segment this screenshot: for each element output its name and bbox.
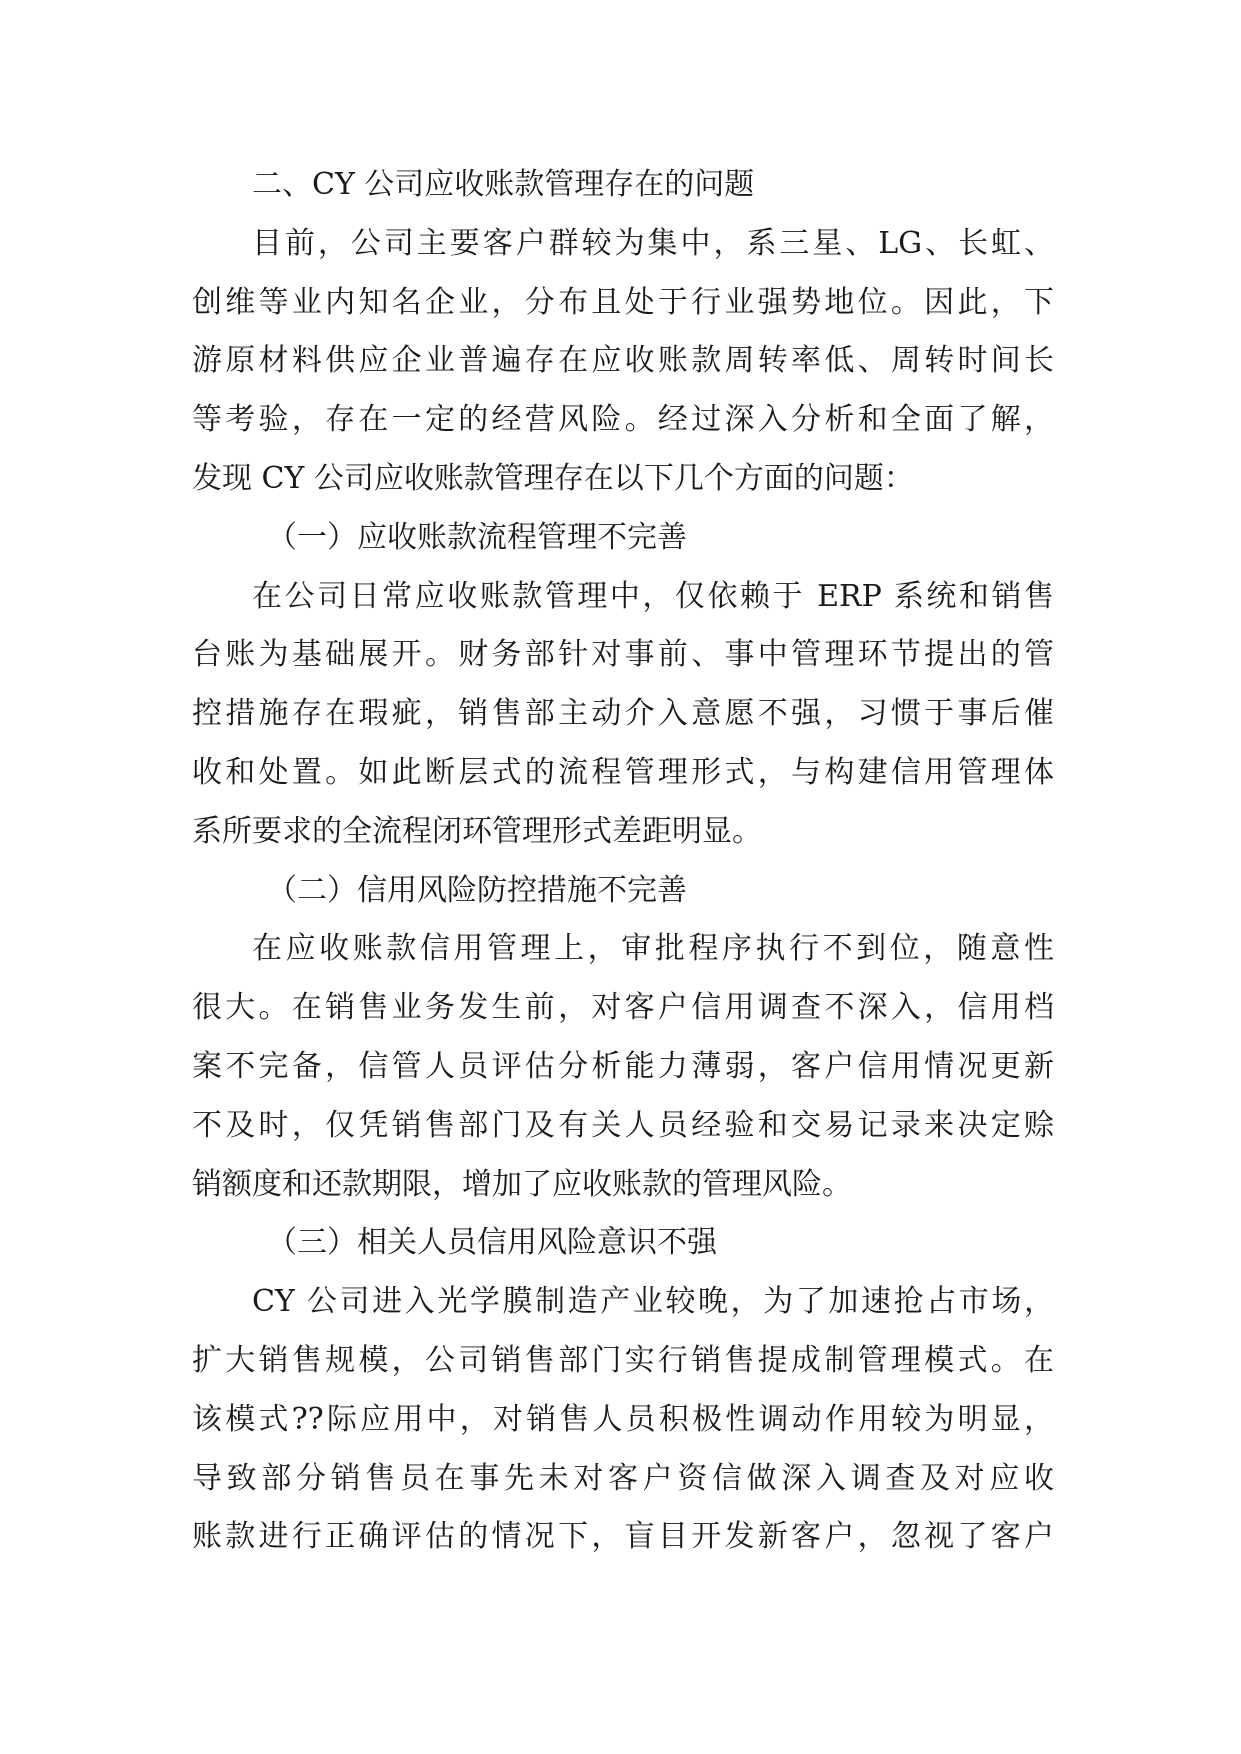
subsection-heading: （三）相关人员信用风险意识不强: [267, 1225, 717, 1261]
paragraph-line: 很大。在销售业务发生前，对客户信用调查不深入，信用档: [192, 990, 1054, 1026]
paragraph-line: 系所要求的全流程闭环管理形式差距明显。: [192, 813, 762, 849]
subsection-heading: （一）应收账款流程管理不完善: [267, 519, 687, 555]
paragraph-line: 目前，公司主要客户群较为集中，系三星、LG、长虹、: [252, 225, 1054, 261]
subsection-heading: （二）信用风险防控措施不完善: [267, 872, 687, 908]
paragraph-line: 账款进行正确评估的情况下，盲目开发新客户，忽视了客户: [192, 1519, 1054, 1555]
paragraph-line: 导致部分销售员在事先未对客户资信做深入调查及对应收: [192, 1460, 1054, 1496]
paragraph-line: 发现 CY 公司应收账款管理存在以下几个方面的问题：: [192, 460, 914, 496]
paragraph-line: 销额度和还款期限，增加了应收账款的管理风险。: [192, 1166, 852, 1202]
paragraph-line: 创维等业内知名企业，分布且处于行业强势地位。因此，下: [192, 284, 1054, 320]
paragraph-line: 案不完备，信管人员评估分析能力薄弱，客户信用情况更新: [192, 1048, 1054, 1084]
paragraph-line: 收和处置。如此断层式的流程管理形式，与构建信用管理体: [192, 754, 1054, 790]
paragraph-line: 该模式??际应用中，对销售人员积极性调动作用较为明显，: [192, 1401, 1054, 1437]
paragraph-line: 控措施存在瑕疵，销售部主动介入意愿不强，习惯于事后催: [192, 696, 1054, 732]
paragraph-line: 台账为基础展开。财务部针对事前、事中管理环节提出的管: [192, 637, 1054, 673]
paragraph-line: 游原材料供应企业普遍存在应收账款周转率低、周转时间长: [192, 343, 1054, 379]
paragraph-line: CY 公司进入光学膜制造产业较晚，为了加速抢占市场，: [252, 1284, 1054, 1320]
section-heading: 二、CY 公司应收账款管理存在的问题: [252, 167, 755, 202]
paragraph-line: 扩大销售规模，公司销售部门实行销售提成制管理模式。在: [192, 1342, 1054, 1378]
paragraph-line: 不及时，仅凭销售部门及有关人员经验和交易记录来决定赊: [192, 1107, 1054, 1143]
paragraph-line: 在公司日常应收账款管理中，仅依赖于 ERP 系统和销售: [252, 578, 1054, 614]
paragraph-line: 在应收账款信用管理上，审批程序执行不到位，随意性: [252, 931, 1054, 967]
paragraph-line: 等考验，存在一定的经营风险。经过深入分析和全面了解，: [192, 402, 1054, 438]
document-body: [192, 156, 1054, 1567]
